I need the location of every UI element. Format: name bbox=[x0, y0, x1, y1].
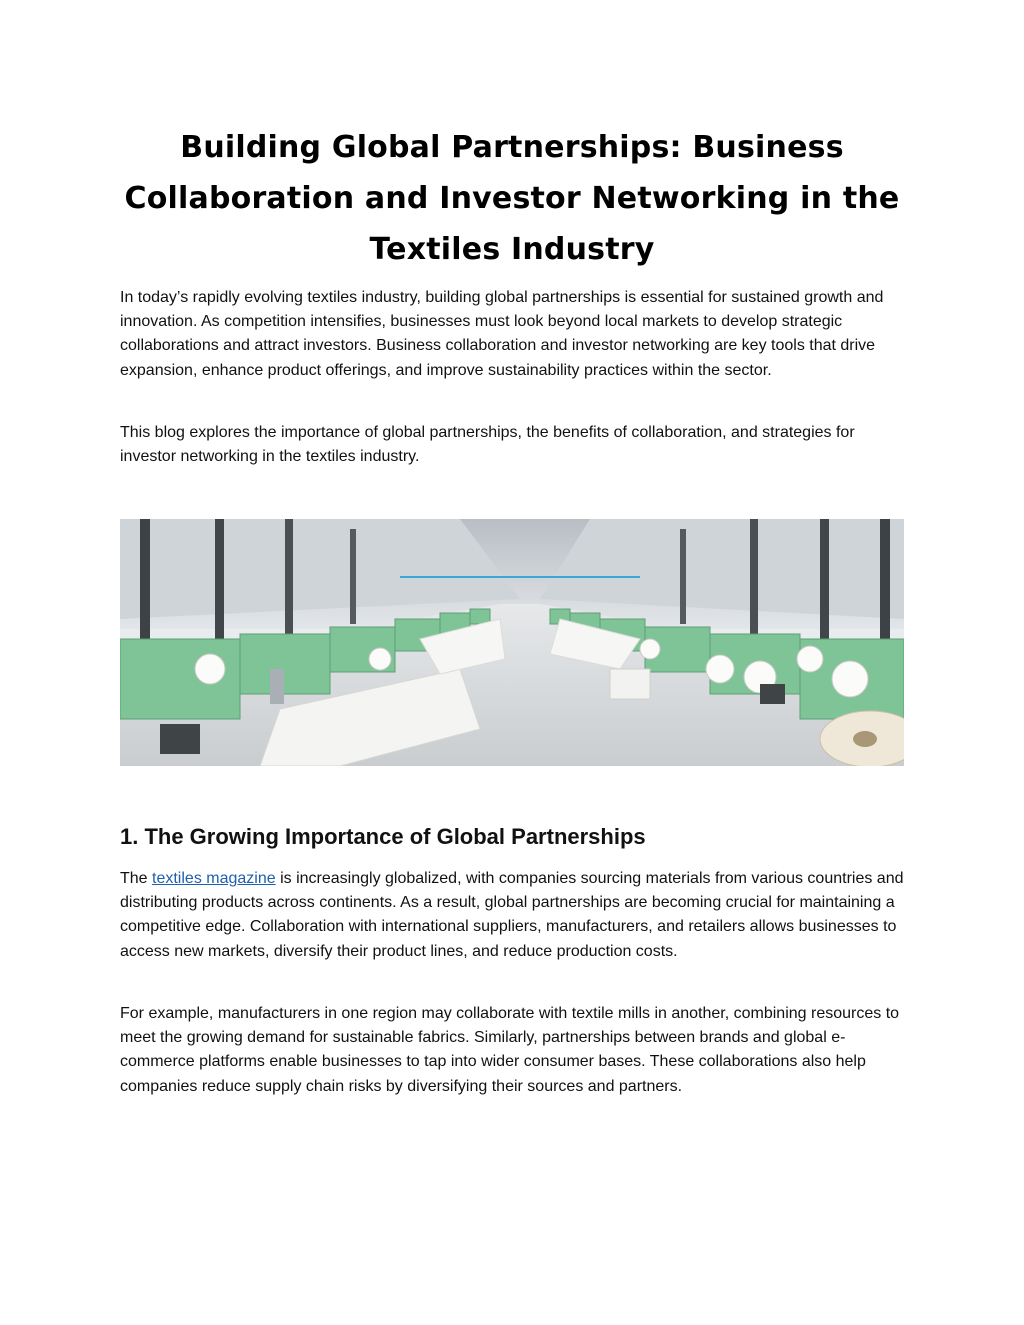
overview-paragraph: This blog explores the importance of global partnerships, the benefits of collaboration, and strategies for investor networking in the textiles industry. bbox=[120, 424, 855, 466]
textile-factory-image bbox=[120, 519, 904, 766]
paragraph-text: The bbox=[120, 870, 153, 887]
section-1-paragraph-1 bbox=[120, 867, 910, 964]
textiles-magazine-link[interactable]: textiles magazine bbox=[152, 870, 276, 887]
section-heading: 1. The Growing Importance of Global Partnerships bbox=[120, 824, 646, 849]
section-1-paragraph-2: For example, manufacturers in one region may collaborate with textile mills in another, combining resources to meet the growing demand for sustainable fabrics. Similarly, partnerships between brands and global e-commerce platforms enable businesses to tap into wider consumer bases. These collaborations also help companies reduce supply chain risks by diversifying their sources and partners. bbox=[120, 1005, 900, 1095]
intro-paragraph: In today’s rapidly evolving textiles industry, building global partnerships is essential for sustained growth and innovation. As competition intensifies, businesses must look beyond local markets to develop strategic collaborations and attract investors. Business collaboration and investor networking are key tools that drive expansion, enhance product offerings, and improve sustainability practices within the sector. bbox=[120, 289, 884, 379]
textile-factory-photo-icon bbox=[120, 519, 904, 766]
page-title: Building Global Partnerships: Business Collaboration and Investor Networking in the Textiles Industry bbox=[124, 130, 900, 267]
paragraph-text: is increasingly globalized, with companies sourcing materials from various countries and distributing products across continents. As a result, global partnerships are becoming crucial for maintaining a competitive edge. Collaboration with international suppliers, manufacturers, and retailers allows businesses to access new markets, diversify their product lines, and reduce production costs. bbox=[120, 870, 904, 960]
